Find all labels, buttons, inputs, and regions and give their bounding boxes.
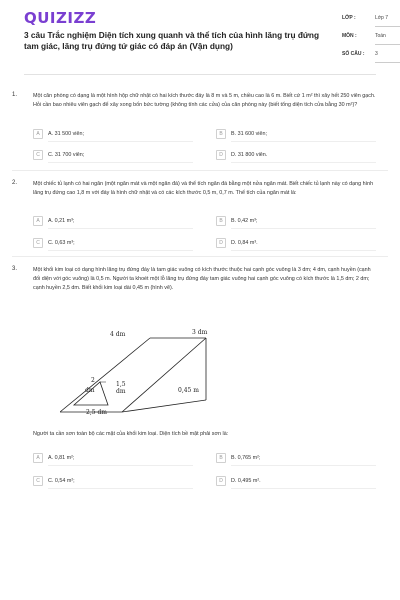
- option-letter: C: [33, 150, 43, 160]
- option-d[interactable]: [216, 475, 376, 487]
- meta-class: [342, 14, 400, 27]
- label-dm-right: dm: [116, 388, 126, 395]
- question-2: [12, 180, 390, 260]
- option-d[interactable]: [216, 149, 376, 161]
- class-value: Lớp 7: [375, 14, 400, 27]
- question-text: Một căn phòng có dạng là một hình hộp chữ nhật có hai kích thước đáy là 8 m và 5 m, chiều cao là 6 m. Biết cứ 1 m² thì xây hết 250 viên gạch. Hỏi cần bao nhiêu viên gạch để xây xong bốn bức tường (không tính các cửa) của căn phòng này (biết tổng diện tích cửa bằng 30 m²)?: [33, 93, 376, 108]
- meta-count: [342, 50, 400, 63]
- option-a[interactable]: [33, 128, 193, 140]
- option-text: A. 0,21 m³;: [48, 218, 75, 224]
- option-underline: [48, 465, 193, 466]
- option-letter: D: [216, 150, 226, 160]
- subject-label: MÔN :: [342, 33, 357, 39]
- option-text: D. 0,495 m².: [231, 478, 261, 484]
- class-label: LỚP :: [342, 15, 356, 21]
- figure-edge: [60, 338, 150, 412]
- label-dm-left: dm: [85, 387, 95, 394]
- subject-value: Toán: [375, 32, 400, 45]
- option-text: C. 0,54 m²;: [48, 478, 75, 484]
- option-text: D. 31 800 viên.: [231, 152, 268, 158]
- option-text: B. 31 600 viên;: [231, 131, 267, 137]
- option-underline: [48, 250, 193, 251]
- option-letter: A: [33, 129, 43, 139]
- option-underline: [48, 162, 193, 163]
- label-3dm: 3 dm: [192, 329, 208, 336]
- option-underline: [231, 465, 376, 466]
- option-text: B. 0,765 m²;: [231, 455, 261, 461]
- option-d[interactable]: [216, 237, 376, 249]
- option-letter: A: [33, 216, 43, 226]
- label-4dm: 4 dm: [110, 331, 126, 338]
- meta-subject: [342, 32, 400, 45]
- option-text: D. 0,84 m³.: [231, 240, 258, 246]
- option-underline: [48, 228, 193, 229]
- option-letter: D: [216, 476, 226, 486]
- label-25dm: 2,5 dm: [86, 409, 107, 416]
- question-3-answers: [12, 430, 390, 510]
- question-number: 3.: [12, 266, 18, 272]
- option-text: A. 0,81 m²;: [48, 455, 75, 461]
- option-underline: [231, 488, 376, 489]
- option-underline: [231, 141, 376, 142]
- option-letter: C: [33, 476, 43, 486]
- option-underline: [231, 250, 376, 251]
- question-1: [12, 92, 390, 172]
- header-divider: [24, 74, 376, 75]
- option-text: C. 0,63 m³;: [48, 240, 75, 246]
- label-2: 2: [91, 377, 95, 384]
- option-a[interactable]: [33, 215, 193, 227]
- option-underline: [231, 162, 376, 163]
- option-letter: B: [216, 129, 226, 139]
- label-15: 1,5: [116, 381, 126, 388]
- option-letter: A: [33, 453, 43, 463]
- question-number: 2.: [12, 180, 18, 186]
- option-c[interactable]: [33, 475, 193, 487]
- option-b[interactable]: [216, 215, 376, 227]
- option-c[interactable]: [33, 149, 193, 161]
- option-a[interactable]: [33, 452, 193, 464]
- option-underline: [48, 141, 193, 142]
- option-c[interactable]: [33, 237, 193, 249]
- question-text: Một khối kim loại có dạng hình lăng trụ đứng đáy là tam giác vuông có kích thước thuộc hai cạnh góc vuông là 3 dm; 4 dm, cạnh huyền (cạnh đối diện với góc vuông) là 0,5 m. Người ta khoét một lỗ lăng trụ đứng đáy tam giác vuông hai cạnh góc vuông có kích thước là 1,5 dm; 2 dm; cạnh huyền 2,5 dm. Biết khối kim loại dài 0,45 m (hình vẽ).: [33, 267, 371, 291]
- worksheet-title: 3 câu Trắc nghiệm Diện tích xung quanh và thể tích của hình lăng trụ đứng tam giác, lăng trụ đứng tứ giác có đáp án (Vận dụng): [24, 30, 320, 51]
- worksheet-meta: [342, 14, 400, 68]
- question-followup: Người ta cần sơn toàn bộ các mặt của khối kim loại. Diện tích bề mặt phải sơn là:: [33, 431, 229, 437]
- figure-edge: [122, 338, 206, 412]
- worksheet-header: [12, 0, 388, 72]
- option-text: B. 0,42 m³;: [231, 218, 258, 224]
- question-divider: [12, 170, 388, 171]
- count-value: 3: [375, 50, 400, 63]
- count-label: SỐ CÂU :: [342, 51, 365, 57]
- quizizz-logo: QUIZIZZ: [24, 9, 97, 27]
- question-number: 1.: [12, 92, 18, 98]
- option-b[interactable]: [216, 128, 376, 140]
- option-letter: C: [33, 238, 43, 248]
- prism-figure: [60, 300, 320, 420]
- question-divider: [12, 256, 388, 257]
- option-underline: [231, 228, 376, 229]
- option-letter: B: [216, 453, 226, 463]
- option-b[interactable]: [216, 452, 376, 464]
- question-text: Một chiếc tủ lạnh có hai ngăn (một ngăn mát và một ngăn đá) và thể tích ngăn đá bằng một nửa ngăn mát. Biết chiếc tủ lạnh này có dạng hình lăng trụ đứng cao 1,8 m với đáy là hình chữ nhật và có các kích thước 0,5 m, 0,7 m. Thể tích của ngăn mát là:: [33, 181, 374, 196]
- option-letter: B: [216, 216, 226, 226]
- option-underline: [48, 488, 193, 489]
- option-text: A. 31 500 viên;: [48, 131, 84, 137]
- figure-edge: [122, 400, 206, 412]
- option-text: C. 31 700 viên;: [48, 152, 85, 158]
- label-045m: 0,45 m: [178, 387, 199, 394]
- option-letter: D: [216, 238, 226, 248]
